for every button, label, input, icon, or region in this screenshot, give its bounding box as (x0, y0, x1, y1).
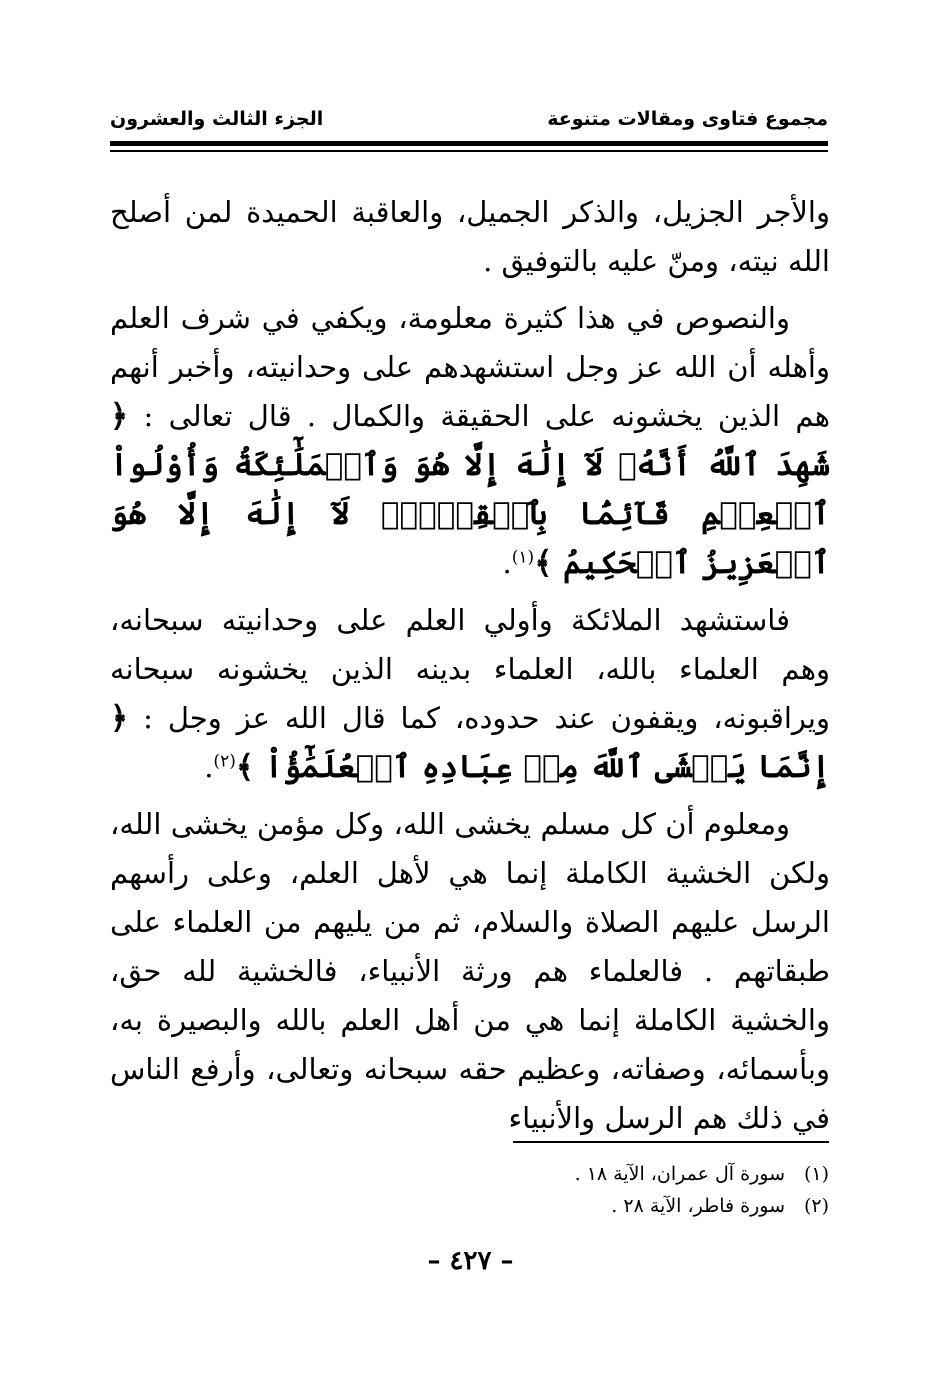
paragraph-4: ومعلوم أن كل مسلم يخشى الله، وكل مؤمن يخشى الله، ولكن الخشية الكاملة إنما هي لأهل العلم، وعلى رأسهم الرسل عليهم الصلاة والسلام، ثم من يليهم من العلماء على طبقاتهم . فالعلماء هم ورثة الأنبياء، فالخشية لله حق، والخشية الكاملة إنما هي من أهل العلم بالله والبصيرة به، وبأسمائه، وصفاته، وعظيم حقه سبحانه وتعالى، وأرفع الناس في ذلك هم الرسل والأنبياء (110, 807, 830, 1135)
volume-label: الجزء الثالث والعشرون (110, 108, 324, 130)
main-text (110, 188, 830, 1151)
footnotes (109, 1158, 829, 1222)
footnote-number: (٢) (803, 1195, 829, 1217)
header-rule-thin (110, 150, 828, 152)
page-number: – ٤٢٧ – (427, 1246, 514, 1276)
paragraph-3 (110, 596, 830, 792)
footnote-text: سورة فاطر، الآية ٢٨ . (611, 1195, 785, 1217)
footnote-number: (١) (803, 1163, 829, 1185)
paragraph-1: والأجر الجزيل، والذكر الجميل، والعاقبة الحميدة لمن أصلح الله نيته، ومنّ عليه بالتوفيق . (110, 195, 830, 278)
quran-verse-2: ﴿ إِنَّمَا يَخۡشَى ٱللَّهَ مِنۡ عِبَادِهِ ٱلۡعُلَمَٰٓؤُاْ ﴾ (110, 700, 830, 785)
book-title: مجموع فتاوى ومقالات متنوعة (547, 108, 828, 130)
paragraph-2-end: . (502, 546, 512, 580)
footnote-ref-1: (١) (511, 547, 535, 568)
paragraph-2 (110, 294, 830, 588)
footnote-separator (513, 1141, 829, 1143)
footnote-2 (109, 1190, 829, 1222)
quran-verse-1: ﴿ شَهِدَ ٱللَّهُ أَنَّهُۥ لَآ إِلَٰهَ إِلَّا هُوَ وَٱلۡمَلَٰٓئِكَةُ وَأُوْلُواْ ٱلۡعِلۡمِ قَآئِمَۢا بِٱلۡقِسۡطِۚ لَآ إِلَٰهَ إِلَّا هُوَ ٱلۡعَزِيزُ ٱلۡحَكِيمُ ﴾ (110, 398, 830, 581)
running-header (110, 108, 828, 138)
footnote-text: سورة آل عمران، الآية ١٨ . (574, 1163, 785, 1185)
paragraph-2-text: والنصوص في هذا كثيرة معلومة، ويكفي في شرف العلم وأهله أن الله عز وجل استشهدهم على وحدانيته، وأخبر أنهم هم الذين يخشونه على الحقيقة والكمال . قال تعالى : (110, 301, 831, 433)
paragraph-3-text: فاستشهد الملائكة وأولي العلم على وحدانيته سبحانه، وهم العلماء بالله، العلماء بدينه الذين يخشونه سبحانه ويراقبونه، ويقفون عند حدوده، كما قال الله عز وجل : (110, 603, 831, 735)
footnote-ref-2: (٢) (213, 751, 236, 772)
paragraph-3-end: . (204, 750, 214, 784)
footnote-1 (109, 1158, 829, 1190)
header-rule-thick (110, 141, 828, 146)
